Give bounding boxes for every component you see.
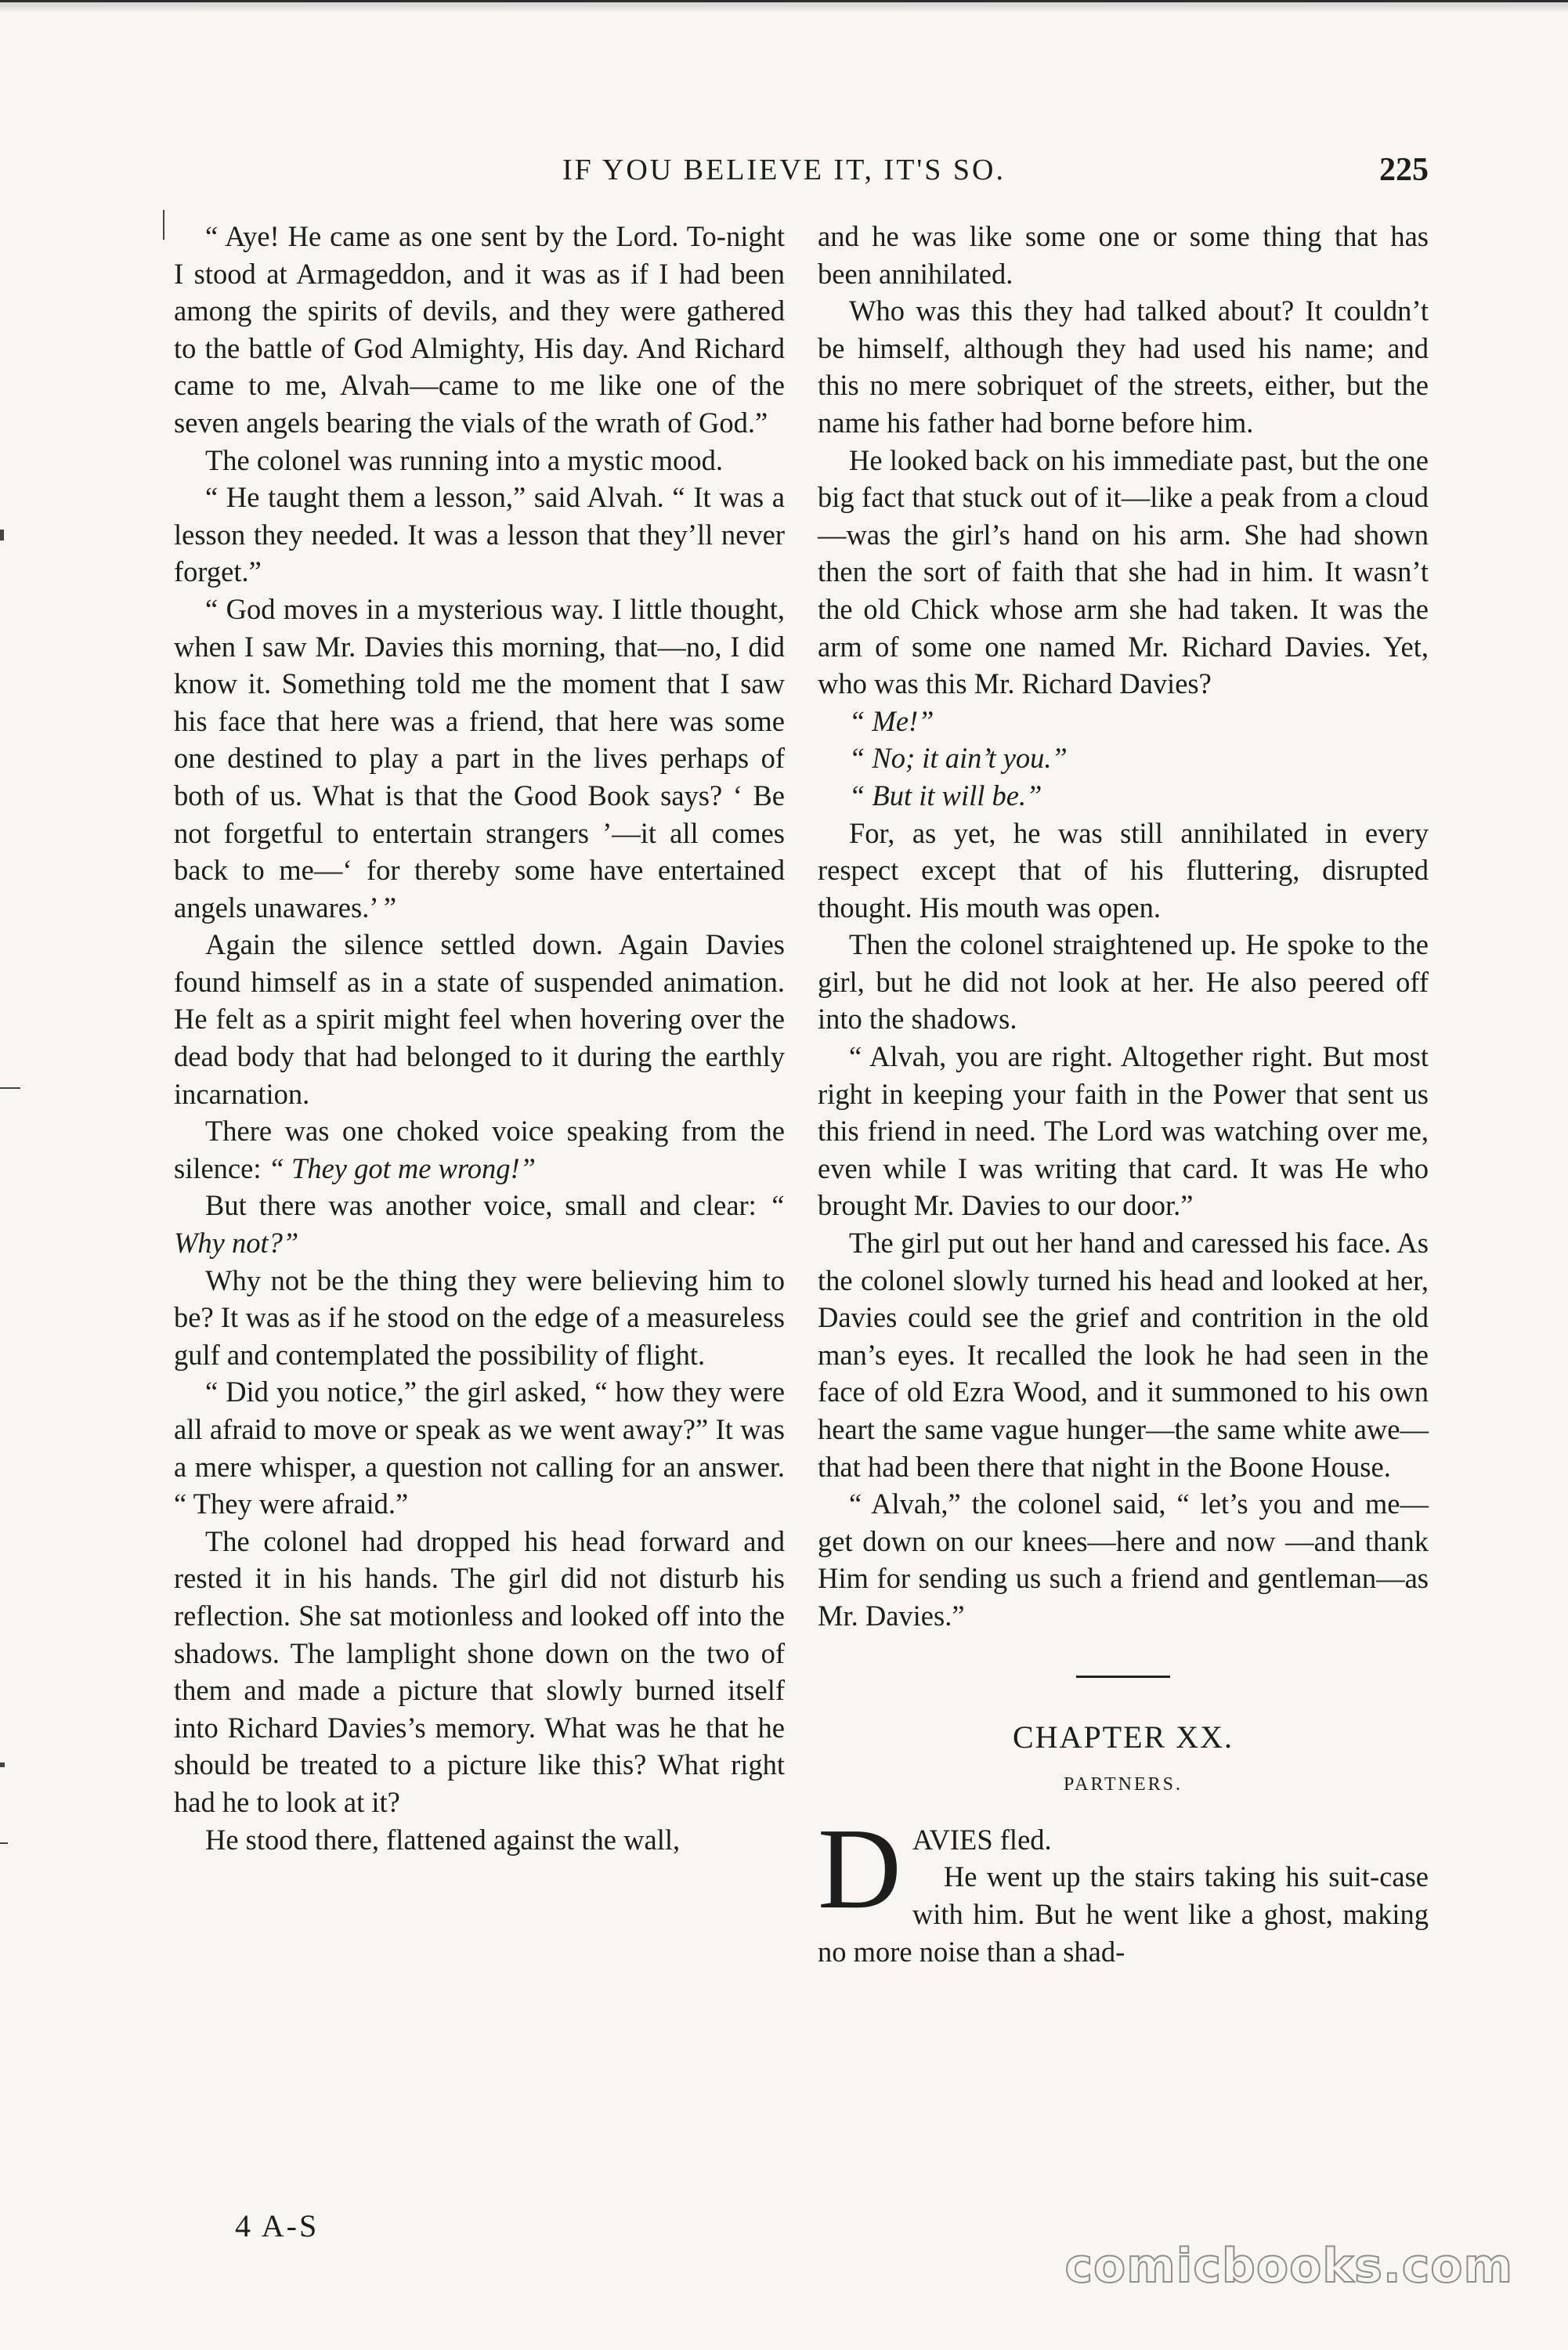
paragraph-text: There was one choked voice speaking from the silence: bbox=[174, 1115, 785, 1184]
section-divider bbox=[1076, 1676, 1170, 1678]
drop-cap: D bbox=[818, 1804, 901, 1933]
page-number: 225 bbox=[1379, 152, 1429, 188]
paragraph: and he was like some one or some thing that has been annihilated. bbox=[818, 220, 1429, 290]
paragraph: “ Aye! He came as one sent by the Lord. To-night I stood at Armageddon, and it was as if I had been among the spirits of devils, and they were gathered to the battle of God Almighty, His day. And Richard came to me, Alvah—came to me like one of the seven angels bearing the vials of the wrath of God.” bbox=[174, 220, 785, 439]
paragraph: He stood there, flattened against the wall, bbox=[205, 1823, 681, 1856]
paragraph: For, as yet, he was still annihilated in every respect except that of his fluttering, disrupted thought. His mouth was open. bbox=[818, 816, 1429, 924]
watermark-logo: comicbooks.com bbox=[1064, 2239, 1513, 2294]
left-column bbox=[174, 218, 785, 1858]
scan-mark bbox=[0, 1842, 8, 1844]
chapter-title: CHAPTER XX. bbox=[1012, 1719, 1234, 1755]
scan-edge bbox=[0, 0, 1568, 13]
scan-mark bbox=[0, 1762, 5, 1767]
scan-mark bbox=[0, 1087, 20, 1089]
paragraph-text: But there was another voice, small and clear: bbox=[205, 1189, 769, 1222]
paragraph: Who was this they had talked about? It couldn’t be himself, although they had used his name; and this no mere sobriquet of the streets, either, but the name his father had borne before him. bbox=[818, 295, 1429, 439]
italic-quote: “ Me!” bbox=[849, 704, 934, 737]
running-head bbox=[0, 153, 1568, 200]
paragraph: The colonel had dropped his head forward and rested it in his hands. The girl did not disturb his reflection. She sat motionless and looked off into the shadows. The lamplight shone down on the two of them and made a picture that slowly burned itself into Richard Davies’s memory. What was he that he should be treated to a picture like this? What right had he to look at it? bbox=[174, 1524, 785, 1818]
paragraph: The girl put out her hand and caressed his face. As the colonel slowly turned his head and looked at her, Davies could see the grief and contrition in the old man’s eyes. It recalled the look he had seen in the face of old Ezra Wood, and it summoned to his own heart the same vague hunger—the same white awe—that had been there that night in the Boone House. bbox=[818, 1227, 1429, 1483]
paragraph bbox=[174, 1187, 785, 1261]
chapter-subtitle: PARTNERS. bbox=[1063, 1774, 1183, 1795]
paragraph-text: AVIES fled. bbox=[912, 1823, 1052, 1856]
scan-mark bbox=[0, 530, 4, 540]
paragraph: Then the colonel straightened up. He spoke to the girl, but he did not look at her. He also peered off into the shadows. bbox=[818, 928, 1429, 1036]
paragraph: “ Alvah,” the colonel said, “ let’s you and me—get down on our knees—here and now —and thank Him for sending us such a friend and gentleman—as Mr. Davies.” bbox=[818, 1488, 1429, 1632]
italic-quote: “ But it will be.” bbox=[849, 779, 1042, 812]
italic-quote: “ Why not?” bbox=[174, 1189, 785, 1260]
italic-quote: “ They got me wrong!” bbox=[268, 1152, 536, 1184]
paragraph: Again the silence settled down. Again Davies found himself as in a state of suspended animation. He felt as a spirit might feel when hovering over the dead body that had belonged to it during the earthly incarnation. bbox=[174, 928, 785, 1110]
paragraph bbox=[174, 1112, 785, 1187]
right-column bbox=[818, 218, 1429, 1970]
paragraph: “ God moves in a mysterious way. I little thought, when I saw Mr. Davies this morning, that—no, I did know it. Something told me the moment that I saw his face that here was a friend, that here was some one destined to play a part in the lives perhaps of both of us. What is that the Good Book says? ‘ Be not forgetful to entertain strangers ’—it all comes back to me—‘ for thereby some have entertained angels unawares.’ ” bbox=[174, 592, 785, 924]
paragraph-text: He went up the stairs taking his suit-case with him. But he went like a ghost, making no more noise than a shad- bbox=[818, 1860, 1429, 1968]
paragraph: “ He taught them a lesson,” said Alvah. “ It was a lesson they needed. It was a lesson that they’ll never forget.” bbox=[174, 481, 785, 588]
paragraph: The colonel was running into a mystic mood. bbox=[205, 443, 723, 476]
printer-signature: 4 A-S bbox=[235, 2208, 320, 2243]
scan-mark bbox=[163, 210, 164, 240]
paragraph: He looked back on his immediate past, but the one big fact that stuck out of it—like a peak from a cloud—was the girl’s hand on his arm. She had shown then the sort of faith that she had in him. It wasn’t the old Chick whose arm she had taken. It was the arm of some one named Mr. Richard Davies. Yet, who was this Mr. Richard Davies? bbox=[818, 443, 1429, 700]
paragraph: Why not be the thing they were believing him to be? It was as if he stood on the edge of a measureless gulf and contemplated the possibility of flight. bbox=[174, 1264, 785, 1371]
italic-quote: “ No; it ain’t you.” bbox=[849, 742, 1068, 775]
paragraph: “ Did you notice,” the girl asked, “ how they were all afraid to move or speak as we went away?” It was a mere whisper, a question not calling for an answer. “ They were afraid.” bbox=[174, 1376, 785, 1520]
paragraph: “ Alvah, you are right. Altogether right. But most right in keeping your faith in the Power that sent us this friend in need. The Lord was watching over me, even while I was writing that card. It was He who brought Mr. Davies to our door.” bbox=[818, 1040, 1429, 1222]
chapter-opening bbox=[818, 1804, 1429, 1970]
running-title: IF YOU BELIEVE IT, IT'S SO. bbox=[562, 154, 1006, 186]
